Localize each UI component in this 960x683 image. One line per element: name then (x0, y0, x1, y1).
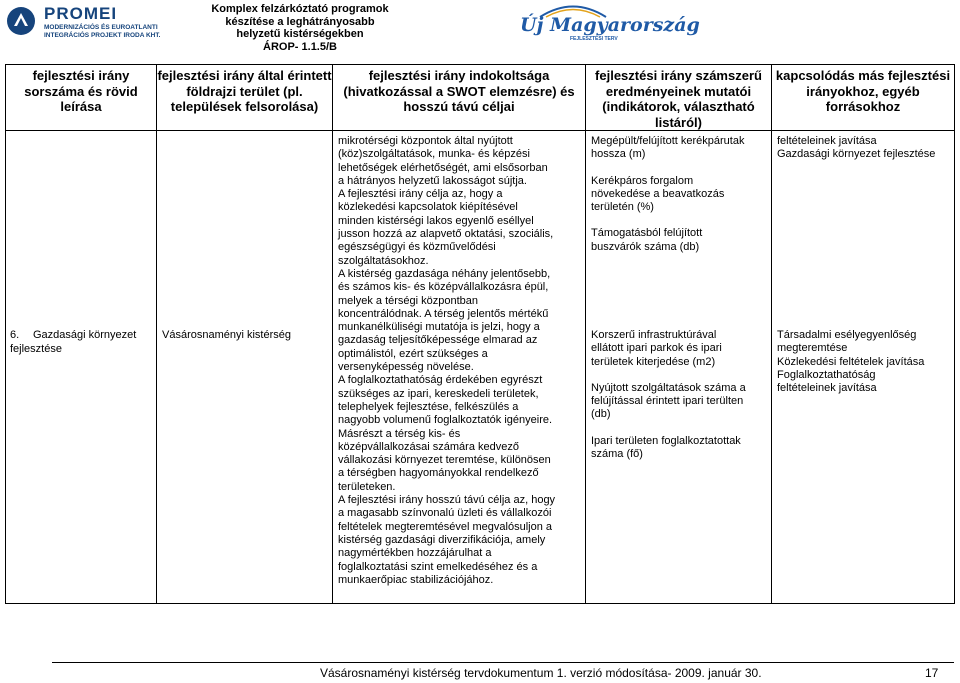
text-line: Gazdasági környezet fejlesztése (777, 148, 936, 161)
text-line: versenyképesség növelése. (338, 361, 474, 374)
indicators-cell (586, 131, 772, 604)
text-line: feltételeinek javítása (777, 382, 877, 395)
table-header-row (6, 65, 955, 131)
text-line: munkaerőpiac stabilizációjához. (338, 573, 494, 586)
text-line: mikrotérségi központok által nyújtott (338, 135, 513, 147)
indicator-item (591, 227, 771, 254)
text-line: közlekedési kapcsolatok kiépítésével (338, 201, 518, 214)
text-line: telephelyek fejlesztése, felkészülés a (338, 400, 519, 413)
uj-magyarorszag-logo (520, 2, 700, 44)
text-line: feltételeinek javítása (777, 135, 877, 147)
text-line: (köz)szolgáltatások, munka- és képzési (338, 148, 530, 161)
area-cell (157, 131, 333, 604)
indicator-line: növekedése a beavatkozás (591, 187, 725, 200)
indicator-line: hossza (m) (591, 148, 646, 161)
indicator-line: területén (%) (591, 201, 654, 214)
indicators-top (591, 135, 771, 254)
page-number: 17 (925, 666, 939, 680)
links-bottom (777, 329, 924, 395)
text-line: nagyobb volumenű foglalkoztatók igényeire. (338, 414, 553, 427)
header-title-line: Komplex felzárkóztató programok (211, 3, 389, 15)
indicator-line: területek kiterjedése (m2) (591, 355, 716, 368)
text-line: egészségügyi és közművelődési (338, 241, 496, 254)
text-line: foglalkoztatási szint emelkedéséhez és a (338, 560, 538, 573)
logo-text: Új Magyarország (520, 14, 700, 36)
column-header: fejlesztési irány sorszáma és rövid leírása (6, 65, 157, 131)
text-line: A foglalkoztathatóság érdekében egyrészt (338, 374, 543, 387)
footer-divider (52, 662, 954, 663)
text-line: vállakozási környezet teremtése, különösen (338, 454, 551, 467)
header-title-line: készítése a leghátrányosabb (225, 15, 375, 28)
text-line: középvállalkozásai számára kedvező (338, 440, 519, 453)
indicator-line: Nyújtott szolgáltatások száma a (591, 381, 746, 394)
promei-subtitle-2: INTEGRÁCIÓS PROJEKT IRODA KHT. (44, 32, 161, 39)
indicator-line: (db) (591, 408, 611, 421)
indicators-bottom (591, 329, 771, 461)
text-line: A fejlesztési irány hosszú távú célja az, hogy (338, 494, 556, 507)
header-title-line: ÁROP- 1.1.5/B (263, 40, 337, 53)
direction-number: 6. (10, 329, 20, 341)
promei-subtitle-1: MODERNIZÁCIÓS ÉS EUROATLANTI (44, 24, 158, 31)
direction-name-line: fejlesztése (10, 343, 62, 355)
links-cell (772, 131, 955, 604)
links-top (777, 135, 935, 162)
text-line: gazdaság teljesítőképessége elmarad az (338, 334, 538, 347)
text-line: A kistérség gazdasága néhány jelentősebb, (338, 267, 551, 280)
text-line: minden kistérségi lakos egyenlő eséllyel (338, 214, 534, 227)
text-line: A fejlesztési irány célja az, hogy a (338, 188, 503, 201)
text-line: megteremtése (777, 342, 848, 355)
direction-cell (6, 131, 157, 604)
text-line: Másrészt a térség kis- és (338, 427, 461, 440)
indicator-line: ellátott ipari parkok és ipari (591, 342, 722, 355)
indicator-line: buszvárók száma (db) (591, 240, 700, 253)
header-title-line: helyzetű kistérségekben (236, 28, 364, 40)
text-line: a térségben hagyományokkal rendelkező (338, 467, 539, 480)
development-table (5, 64, 955, 604)
text-line: nagymértékben hozzájárulhat a (338, 547, 492, 560)
text-line: lehetőségek elérhetőségét, ami elsősorban (338, 161, 548, 174)
column-header: fejlesztési irány számszerű eredményeinek mutatói (indikátorok, választható listáról) (586, 65, 772, 131)
indicator-line: Kerékpáros forgalom (591, 174, 694, 187)
direction-name-line: Gazdasági környezet (33, 329, 137, 341)
text-line: feltételek megteremtésével megvalósuljon a (338, 520, 553, 533)
indicator-line: száma (fő) (591, 448, 643, 461)
text-line: a magasabb színvonalú üzleti és vállalkozói (338, 507, 552, 520)
indicator-item (591, 382, 771, 422)
indicator-item (591, 175, 771, 215)
text-line: Foglalkoztathatóság (777, 368, 876, 381)
text-line: melyek a térségi központban (338, 294, 479, 307)
text-line: Társadalmi esélyegyenlőség (777, 329, 917, 341)
header-title (200, 3, 400, 53)
text-line: szolgáltatásokhoz. (338, 254, 429, 267)
logo-tag: FEJLESZTÉSI TERV (570, 36, 618, 42)
indicator-item (591, 329, 771, 369)
indicator-line: Korszerű infrastruktúrával (591, 329, 717, 341)
promei-logo (6, 4, 186, 44)
text-line: jusson hozzá az alapvető oktatási, szociális, (338, 228, 554, 241)
text-line: és számos kis- és középvállalkozásra épül, (338, 281, 549, 294)
column-header: kapcsolódás más fejlesztési irányokhoz, egyéb forrásokhoz (772, 65, 955, 131)
text-line: a hátrányos helyzetű lakosságot sújtja. (338, 174, 527, 187)
indicator-line: Támogatásból felújított (591, 227, 703, 240)
indicator-item (591, 435, 771, 462)
column-header: fejlesztési irány által érintett földrajzi terület (pl. települések felsorolása) (157, 65, 333, 131)
indicator-line: Megépült/felújított kerékpárutak (591, 135, 745, 147)
justification-cell (333, 131, 586, 604)
text-line: munkanélküliségi mutatója is jelzi, hogy a (338, 321, 540, 334)
indicator-line: felújítással érintett ipari terülten (591, 395, 744, 408)
area-text: Vásárosnaményi kistérség (162, 329, 292, 341)
text-line: területeken. (338, 480, 396, 493)
column-header: fejlesztési irány indokoltsága (hivatkozással a SWOT elemzésre) és hosszú távú céljai (333, 65, 586, 131)
promei-name: PROMEI (44, 4, 118, 23)
text-line: szükséges az ipari, kereskedeli területek, (338, 387, 539, 400)
indicator-item (591, 135, 771, 162)
text-line: optimálistól, ezért szükséges a (338, 347, 488, 360)
text-line: Közlekedési feltételek javítása (777, 355, 925, 368)
promei-mark-icon (6, 6, 36, 36)
indicator-line: Ipari területen foglalkoztatottak (591, 434, 741, 447)
text-line: koncentrálódnak. A térség jelentős mértékű (338, 307, 549, 320)
footer-text: Vásárosnaményi kistérség tervdokumentum 1. verzió módosítása- 2009. január 30. (320, 666, 762, 680)
table-row (6, 131, 955, 604)
text-line: kistérség gazdasági diverzifikációja, amely (338, 533, 546, 546)
justification-text (333, 131, 585, 587)
